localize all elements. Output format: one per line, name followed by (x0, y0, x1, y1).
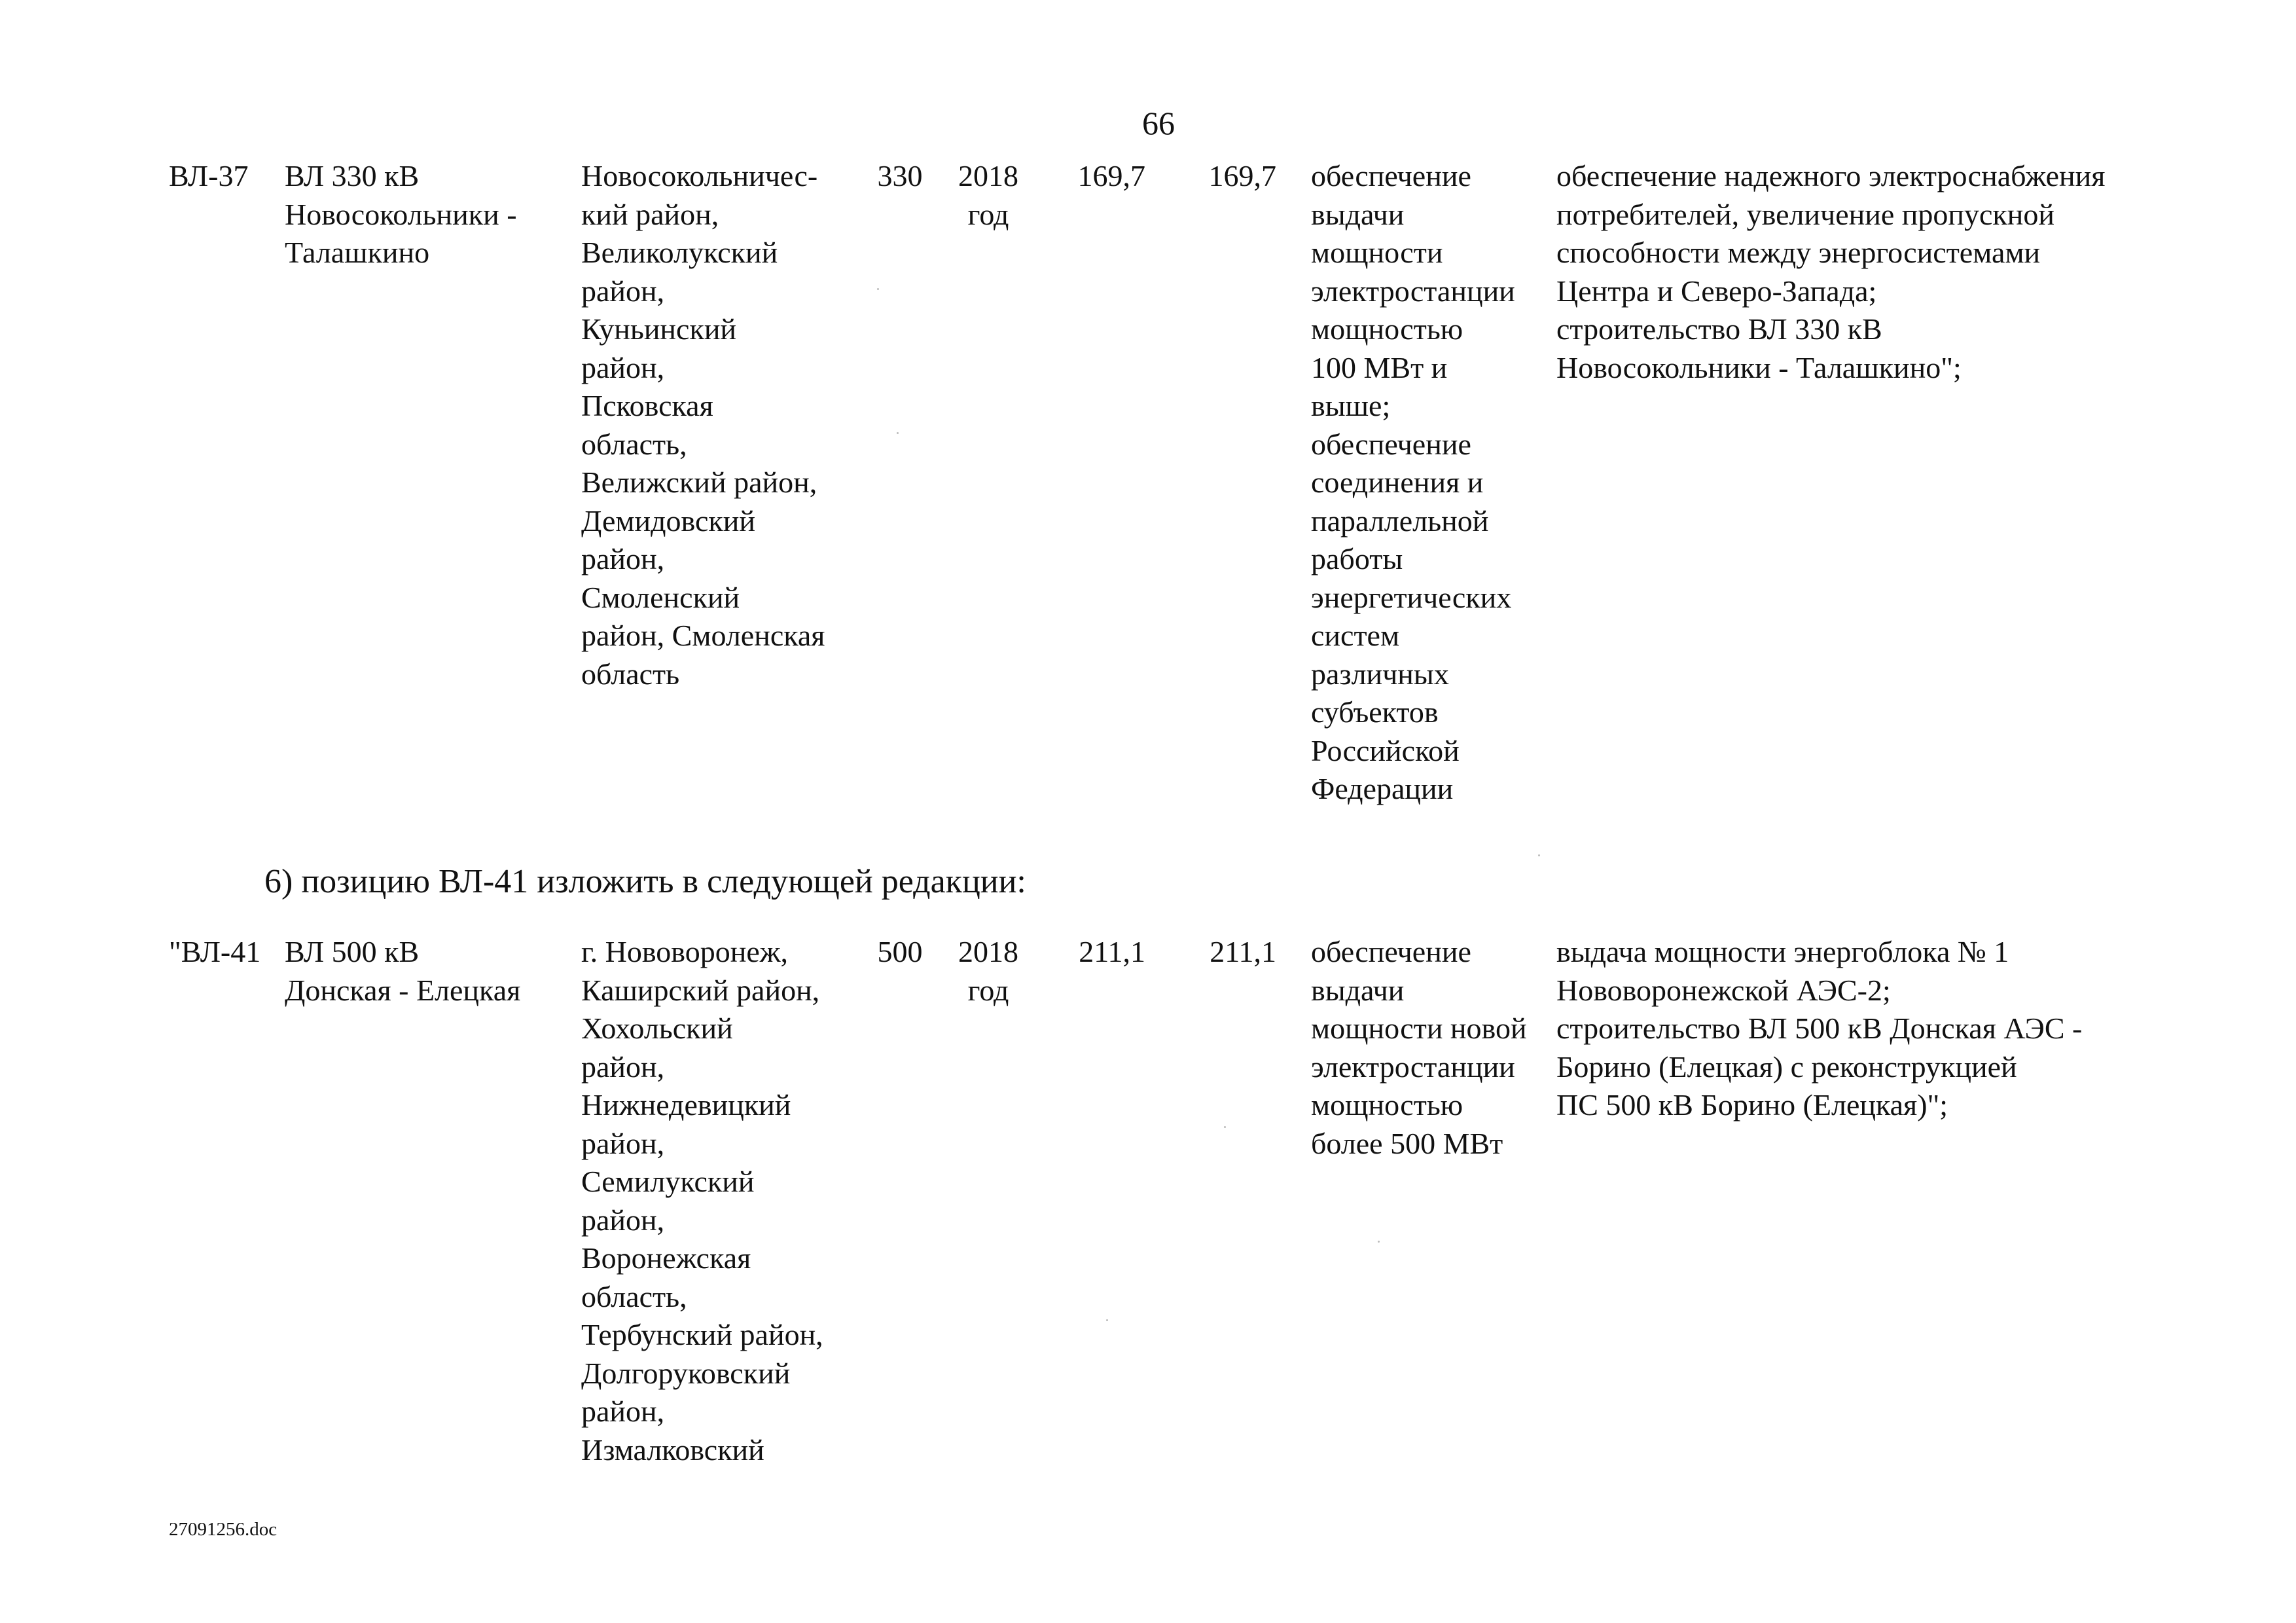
length-2: 211,1 (1210, 935, 1276, 968)
position-code: "ВЛ-41 (169, 935, 261, 968)
page-number: 66 (1142, 105, 1175, 141)
scan-speck (1378, 1241, 1380, 1243)
line-name: ВЛ 500 кВ Донская - Елецкая (285, 935, 521, 1007)
description: выдача мощности энергоблока № 1 Нововоронежской АЭС-2; строительство ВЛ 500 кВ Донская АЭС - Борино (Елецкая) с реконструкцией ПС 500 кВ Борино (Елецкая)"; (1556, 935, 2083, 1122)
scan-speck (1538, 854, 1540, 856)
year: 2018 год (958, 935, 1018, 1007)
scan-speck (877, 288, 879, 290)
voltage: 500 (877, 935, 923, 968)
length-1: 211,1 (1079, 935, 1145, 968)
location: г. Нововоронеж, Каширский район, Хохольский район, Нижнедевицкий район, Семилукский район, Воронежская область, Тербунский район, Долгоруковский район, Измалковский (581, 935, 823, 1467)
purpose: обеспечение выдачи мощности электростанции мощностью 100 МВт и выше; обеспечение соединения и параллельной работы энергетических систем различных субъектов Российской Федерации (1311, 159, 1515, 805)
scan-speck (1224, 1126, 1226, 1128)
document-id: 27091256.doc (169, 1519, 278, 1540)
length-2: 169,7 (1208, 159, 1276, 192)
line-name: ВЛ 330 кВ Новосокольники - Талашкино (285, 159, 517, 269)
voltage: 330 (877, 159, 923, 192)
purpose: обеспечение выдачи мощности новой электростанции мощностью более 500 МВт (1311, 935, 1527, 1160)
scan-speck (897, 432, 899, 434)
location: Новосокольничес- кий район, Великолукский район, Куньинский район, Псковская область, Велижский район, Демидовский район, Смоленский район, Смоленская область (581, 159, 825, 691)
description: обеспечение надежного электроснабжения потребителей, увеличение пропускной способности между энергосистемами Центра и Северо-Запада; строительство ВЛ 330 кВ Новосокольники - Талашкино"; (1556, 159, 2106, 384)
amendment-instruction: 6) позицию ВЛ-41 изложить в следующей редакции: (264, 863, 1026, 900)
position-code: ВЛ-37 (169, 159, 249, 192)
scan-speck (1106, 1319, 1108, 1321)
year: 2018 год (958, 159, 1018, 231)
length-1: 169,7 (1077, 159, 1145, 192)
